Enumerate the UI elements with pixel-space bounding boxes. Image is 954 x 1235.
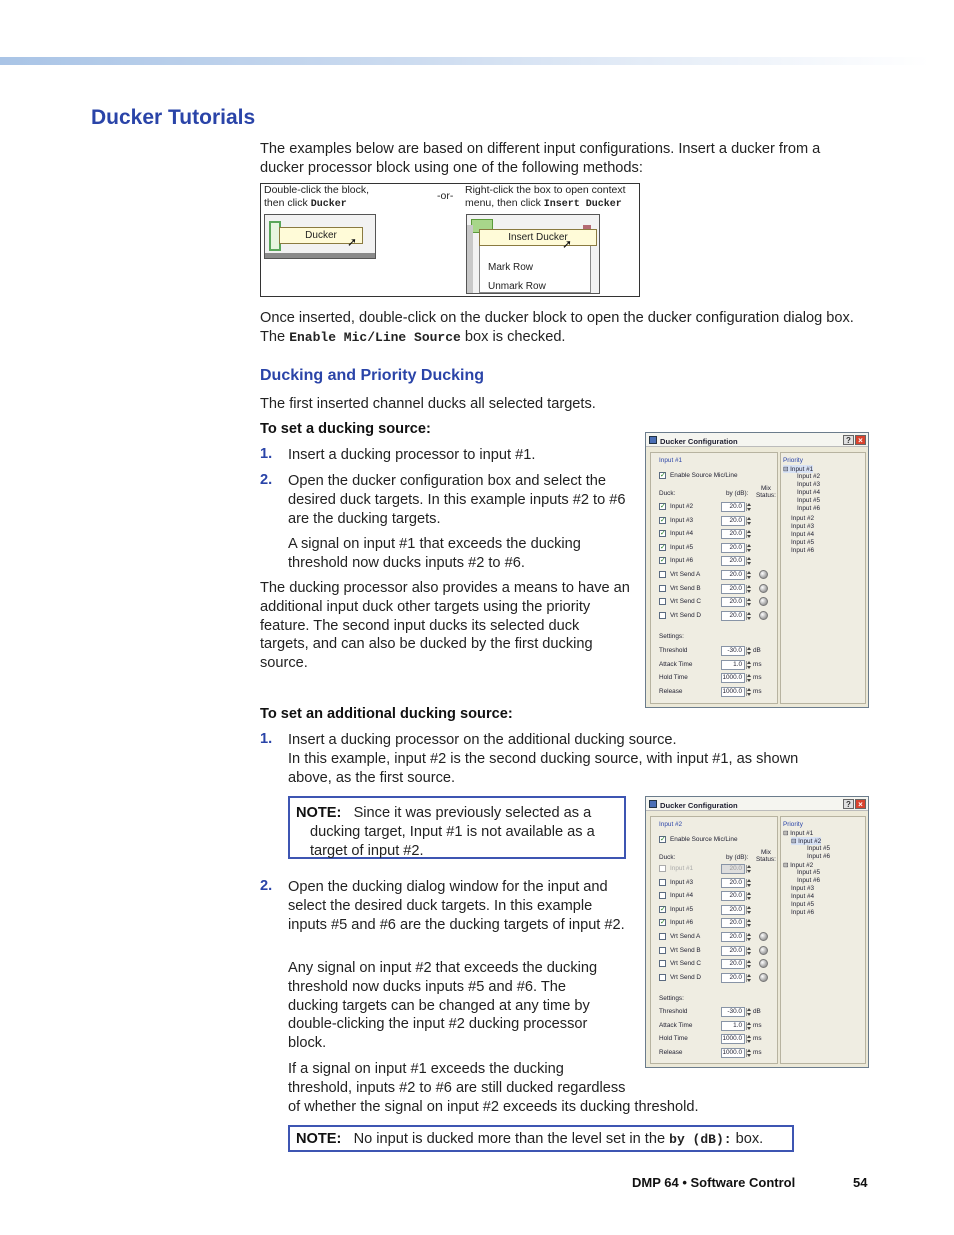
mix-status-label: Mix Status: (756, 849, 776, 863)
duck-target-name: Vrt Send A (670, 571, 701, 578)
priority-tree-item[interactable]: ⊟ Input #2 (791, 838, 822, 845)
page-number: 54 (853, 1175, 868, 1190)
priority-tree-item[interactable]: Input #4 (797, 489, 821, 496)
setting-value-input[interactable]: 1000.0 (721, 1048, 745, 1058)
duck-target-row (659, 543, 769, 553)
setting-unit: ms (753, 687, 762, 695)
duck-target-checkbox[interactable] (659, 879, 666, 886)
duck-target-row (659, 570, 769, 580)
dialog-title-bar: Ducker Configuration (646, 433, 868, 447)
mix-status-led-icon (759, 959, 768, 968)
duck-target-row (659, 556, 769, 566)
duck-target-checkbox[interactable] (659, 612, 666, 619)
double-click-screenshot (264, 214, 376, 259)
setting-row (659, 646, 769, 656)
mix-status-led-icon (759, 597, 768, 606)
mix-status-label: Mix Status: (756, 485, 776, 499)
block-strip (265, 253, 376, 259)
inserted-paragraph: Once inserted, double-click on the ducker block to open the ducker configuration dialog box. The Enable Mic/Line Source box is checked. (260, 310, 854, 345)
duck-level-input[interactable]: 20.0 (721, 529, 745, 539)
duck-level-input[interactable]: 20.0 (721, 543, 745, 553)
duck-level-input[interactable]: 20.0 (721, 959, 745, 969)
setting-unit: ms (753, 660, 762, 668)
duck-label: Duck: (659, 490, 676, 497)
duck-target-row (659, 905, 769, 915)
priority-tree-item[interactable]: Input #5 (791, 539, 815, 546)
duck-target-row (659, 516, 769, 526)
priority-tree-item[interactable]: Input #5 (791, 901, 815, 908)
duck-target-name: Input #6 (670, 557, 694, 565)
setting-value-input[interactable]: -30.0 (721, 646, 745, 656)
duck-level-input[interactable]: 20.0 (721, 584, 745, 594)
duck-level-spinner[interactable] (746, 503, 750, 511)
duck-level-spinner[interactable] (746, 544, 750, 552)
priority-label: Priority (783, 457, 803, 464)
priority-tree-item[interactable]: ⊟ Input #2 (783, 862, 814, 869)
duck-target-name: Input #5 (670, 543, 694, 551)
priority-tree-item[interactable]: Input #6 (791, 909, 815, 916)
duck-target-checkbox[interactable] (659, 865, 666, 872)
duck-level-spinner[interactable] (746, 612, 750, 620)
duck-level-spinner[interactable] (746, 517, 750, 525)
priority-tree-item[interactable]: Input #2 (791, 515, 815, 522)
priority-tree-item[interactable]: ⊟ Input #1 (783, 466, 814, 473)
priority-tree-item[interactable]: Input #6 (791, 547, 815, 554)
method-or: -or- (437, 190, 454, 202)
first-inserted-paragraph: The first inserted channel ducks all selected targets. (260, 396, 596, 412)
ducker-configuration-dialog-2 (645, 796, 869, 1068)
duck-target-name: Vrt Send C (670, 960, 702, 968)
priority-tree-item[interactable]: Input #6 (807, 853, 831, 860)
duck-level-input[interactable]: 20.0 (721, 502, 745, 512)
setting-value-input[interactable]: 1000.0 (721, 687, 745, 697)
setting-value-input[interactable]: 1.0 (721, 660, 745, 670)
duck-target-checkbox[interactable]: ✓ (660, 503, 666, 510)
duck-target-checkbox[interactable] (659, 974, 666, 981)
duck-target-row (659, 584, 769, 594)
duck-target-name: Input #4 (670, 892, 694, 900)
insert-methods-box (260, 183, 640, 297)
duck-target-name: Input #6 (670, 919, 694, 927)
duck-level-spinner[interactable] (746, 906, 750, 914)
mix-status-led-icon (759, 973, 768, 982)
duck-target-name: Input #1 (670, 865, 694, 872)
menu-item-mark-row[interactable]: Mark Row (488, 262, 534, 273)
setting-unit: ms (753, 1048, 762, 1056)
menu-item-insert-ducker[interactable]: Insert Ducker (479, 229, 597, 246)
settings-label: Settings: (659, 995, 684, 1002)
duck-level-spinner[interactable] (746, 947, 750, 955)
setting-value-input[interactable]: 1000.0 (721, 673, 745, 683)
setting-unit: ms (753, 1035, 762, 1043)
duck-level-input[interactable]: 20.0 (721, 946, 745, 956)
setting-unit: dB (753, 1008, 761, 1015)
enable-source-row[interactable]: ✓ Enable Source Mic/Line (660, 836, 738, 843)
mix-status-led-icon (759, 570, 768, 579)
app-icon (649, 800, 657, 808)
duck-target-checkbox[interactable] (659, 571, 666, 578)
settings-label: Settings: (659, 633, 684, 640)
step-b2-extra: Any signal on input #2 that exceeds the ducking threshold now ducks inputs #5 and #6. The ducking targets can be changed at any time by double-clicking the input #2 ducking processor block. (288, 960, 598, 1052)
duck-level-input[interactable]: 20.0 (721, 516, 745, 526)
setting-value-input[interactable]: 1000.0 (721, 1034, 745, 1044)
duck-target-name: Input #4 (670, 530, 694, 538)
priority-paragraph: The ducking processor also provides a means to have an additional input duck other targets using the priority feature. The second input ducks its selected duck targets, and can also be ducked by the first ducking source. (260, 580, 630, 672)
setting-name: Hold Time (659, 1035, 688, 1043)
setting-unit: ms (753, 674, 762, 682)
duck-level-spinner[interactable] (746, 585, 750, 593)
duck-target-row (659, 918, 769, 928)
setting-value-input[interactable]: -30.0 (721, 1007, 745, 1017)
duck-target-row (659, 891, 769, 901)
input-pane (650, 816, 778, 1064)
duck-target-name: Vrt Send B (670, 946, 701, 954)
setting-row (659, 1021, 769, 1031)
priority-tree-item[interactable]: ⊟ Input #1 (783, 830, 814, 837)
setting-unit: dB (753, 647, 761, 654)
duck-target-row (659, 864, 769, 874)
input-label: Input #1 (659, 457, 683, 464)
duck-target-checkbox[interactable]: ✓ (660, 530, 666, 538)
setting-spinner[interactable] (746, 661, 750, 669)
input-pane (650, 452, 778, 704)
help-button[interactable]: ? (843, 435, 854, 445)
duck-target-name: Vrt Send B (670, 584, 701, 592)
header-gradient-bar (0, 57, 930, 65)
duck-level-input[interactable]: 20.0 (721, 918, 745, 928)
priority-tree-item[interactable]: Input #5 (797, 869, 821, 876)
intro-paragraph: The examples below are based on different input configurations. Insert a ducker from a ducker processor block using one of the following methods: (260, 141, 821, 176)
setting-spinner[interactable] (746, 688, 750, 696)
setting-name: Hold Time (659, 674, 688, 682)
duck-level-spinner[interactable] (746, 892, 750, 900)
duck-target-checkbox[interactable] (659, 598, 666, 605)
cursor-arrow-icon: ➚ (347, 235, 358, 249)
duck-level-input[interactable]: 20.0 (721, 973, 745, 983)
step-b2-number: 2. (260, 878, 273, 894)
priority-tree-item[interactable]: Input #3 (791, 885, 815, 892)
duck-target-name: Input #2 (670, 503, 694, 510)
close-button[interactable]: × (855, 799, 866, 809)
input-label: Input #2 (659, 821, 683, 828)
enable-source-checkbox[interactable]: ✓ (660, 836, 666, 843)
duck-target-checkbox[interactable]: ✓ (660, 919, 666, 927)
mix-status-led-icon (759, 932, 768, 941)
menu-item-ducker[interactable]: Ducker (279, 227, 363, 244)
duck-level-spinner[interactable] (746, 865, 750, 873)
duck-target-row (659, 878, 769, 888)
set-source-heading: To set a ducking source: (260, 421, 431, 437)
duck-level-input[interactable]: 20.0 (721, 597, 745, 607)
row-strip-left (467, 225, 473, 294)
setting-row (659, 1034, 769, 1044)
duck-target-checkbox[interactable]: ✓ (660, 543, 666, 551)
setting-spinner[interactable] (746, 1008, 750, 1016)
duck-target-row (659, 959, 769, 969)
duck-target-name: Vrt Send D (670, 973, 702, 981)
step-a1-number: 1. (260, 446, 273, 462)
duck-target-checkbox[interactable]: ✓ (660, 557, 666, 565)
priority-tree-item[interactable]: Input #6 (797, 877, 821, 884)
setting-spinner[interactable] (746, 1035, 750, 1043)
duck-target-row (659, 529, 769, 539)
step-b2-last: If a signal on input #1 exceeds the ducking threshold, inputs #2 to #6 are still ducked regardless of whether the signal on input #2 exceeds its ducking threshold. (288, 1061, 699, 1115)
duck-level-input[interactable]: 20.0 (721, 570, 745, 580)
duck-target-name: Vrt Send D (670, 611, 702, 619)
setting-name: Threshold (659, 647, 688, 654)
priority-pane (780, 816, 866, 1064)
dialog-title-bar: Ducker Configuration (646, 797, 868, 811)
setting-row (659, 687, 769, 697)
duck-level-spinner[interactable] (746, 879, 750, 887)
duck-target-name: Input #3 (670, 878, 694, 886)
duck-level-spinner[interactable] (746, 960, 750, 968)
duck-target-row (659, 502, 769, 512)
duck-target-name: Vrt Send A (670, 933, 701, 940)
setting-row (659, 1007, 769, 1017)
step-b2-text: Open the ducking dialog window for the input and select the desired duck targets. In this example inputs #5 and #6 are the ducking targets of input #2. (288, 879, 625, 933)
note-2: NOTE: No input is ducked more than the level set in the by (dB): box. (288, 1125, 794, 1152)
duck-level-spinner[interactable] (746, 530, 750, 538)
close-button[interactable]: × (855, 435, 866, 445)
setting-value-input[interactable]: 1.0 (721, 1021, 745, 1031)
duck-level-input[interactable]: 20.0 (721, 891, 745, 901)
app-icon (649, 436, 657, 444)
setting-spinner[interactable] (746, 1049, 750, 1057)
setting-name: Threshold (659, 1008, 688, 1015)
duck-level-spinner[interactable] (746, 557, 750, 565)
enable-source-checkbox[interactable]: ✓ (660, 472, 666, 479)
duck-target-row (659, 597, 769, 607)
enable-source-row[interactable]: ✓ Enable Source Mic/Line (660, 472, 738, 479)
mix-status-led-icon (759, 946, 768, 955)
priority-tree-item[interactable]: Input #4 (791, 893, 815, 900)
setting-row (659, 673, 769, 683)
step-b1-text: Insert a ducking processor on the additional ducking source. In this example, input #2 is the second ducking source, with input #1, as shown above, as the first source. (288, 732, 799, 786)
duck-target-checkbox[interactable] (659, 585, 666, 592)
duck-target-name: Input #3 (670, 516, 694, 524)
step-a2-extra: A signal on input #1 that exceeds the ducking threshold now ducks inputs #2 to #6. (288, 536, 581, 571)
priority-tree-item[interactable]: Input #5 (807, 845, 831, 852)
duck-target-row (659, 973, 769, 983)
priority-pane (780, 452, 866, 704)
by-db-label: by (dB): (726, 490, 749, 497)
duck-level-spinner[interactable] (746, 598, 750, 606)
priority-tree-item[interactable]: Input #4 (791, 531, 815, 538)
duck-level-input[interactable]: 20.0 (721, 932, 745, 942)
step-a2-number: 2. (260, 472, 273, 488)
duck-level-input[interactable]: 20.0 (721, 611, 745, 621)
setting-row (659, 1048, 769, 1058)
setting-row (659, 660, 769, 670)
duck-target-row (659, 932, 769, 942)
duck-target-row (659, 611, 769, 621)
method-right-caption: Right-click the box to open context menu, then click Insert Ducker (465, 184, 626, 210)
ducker-configuration-dialog-1 (645, 432, 869, 708)
priority-tree-item[interactable]: Input #5 (797, 497, 821, 504)
priority-tree-item[interactable]: Input #3 (797, 481, 821, 488)
priority-tree-item[interactable]: Input #3 (791, 523, 815, 530)
setting-name: Attack Time (659, 660, 693, 668)
method-left-caption: Double-click the block, then click Ducker (264, 184, 370, 210)
setting-spinner[interactable] (746, 1022, 750, 1030)
duck-target-name: Vrt Send C (670, 598, 702, 606)
set-additional-heading: To set an additional ducking source: (260, 706, 513, 722)
mix-status-led-icon (759, 611, 768, 620)
duck-target-checkbox[interactable] (659, 933, 666, 940)
cursor-arrow-icon: ➚ (562, 237, 573, 251)
setting-name: Release (659, 687, 683, 695)
priority-tree-item[interactable]: Input #6 (797, 505, 821, 512)
duck-level-spinner[interactable] (746, 919, 750, 927)
duck-target-row (659, 946, 769, 956)
duck-level-spinner[interactable] (746, 571, 750, 579)
duck-level-input[interactable]: 20.0 (721, 878, 745, 888)
setting-spinner[interactable] (746, 674, 750, 682)
duck-target-checkbox[interactable] (659, 960, 666, 967)
setting-unit: ms (753, 1021, 762, 1029)
duck-target-name: Input #5 (670, 905, 694, 913)
duck-target-checkbox[interactable]: ✓ (660, 516, 666, 524)
duck-level-spinner[interactable] (746, 974, 750, 982)
setting-spinner[interactable] (746, 647, 750, 655)
duck-level-input[interactable]: 20.0 (721, 864, 745, 874)
step-b1-number: 1. (260, 731, 273, 747)
setting-name: Attack Time (659, 1021, 693, 1029)
step-a1-text: Insert a ducking processor to input #1. (288, 447, 536, 463)
help-button[interactable]: ? (843, 799, 854, 809)
duck-target-checkbox[interactable] (659, 892, 666, 899)
footer-title: DMP 64 • Software Control (632, 1175, 796, 1190)
duck-level-spinner[interactable] (746, 933, 750, 941)
duck-label: Duck: (659, 854, 676, 861)
step-a2-text: Open the ducker configuration box and select the desired duck targets. In this example inputs #2 to #6 are the ducking targets. (288, 473, 626, 527)
duck-level-input[interactable]: 20.0 (721, 556, 745, 566)
duck-target-checkbox[interactable]: ✓ (660, 905, 666, 913)
duck-level-input[interactable]: 20.0 (721, 905, 745, 915)
setting-name: Release (659, 1048, 683, 1056)
right-click-screenshot (466, 214, 600, 294)
page-title: Ducker Tutorials (91, 106, 256, 129)
priority-tree-item[interactable]: Input #2 (797, 473, 821, 480)
menu-item-unmark-row[interactable]: Unmark Row (488, 281, 546, 292)
mix-status-led-icon (759, 584, 768, 593)
note-1: NOTE: Since it was previously selected as a ducking target, Input #1 is not available as a target of input #2. (288, 796, 626, 859)
priority-label: Priority (783, 821, 803, 828)
section-title: Ducking and Priority Ducking (260, 367, 485, 384)
duck-target-checkbox[interactable] (659, 947, 666, 954)
by-db-label: by (dB): (726, 854, 749, 861)
